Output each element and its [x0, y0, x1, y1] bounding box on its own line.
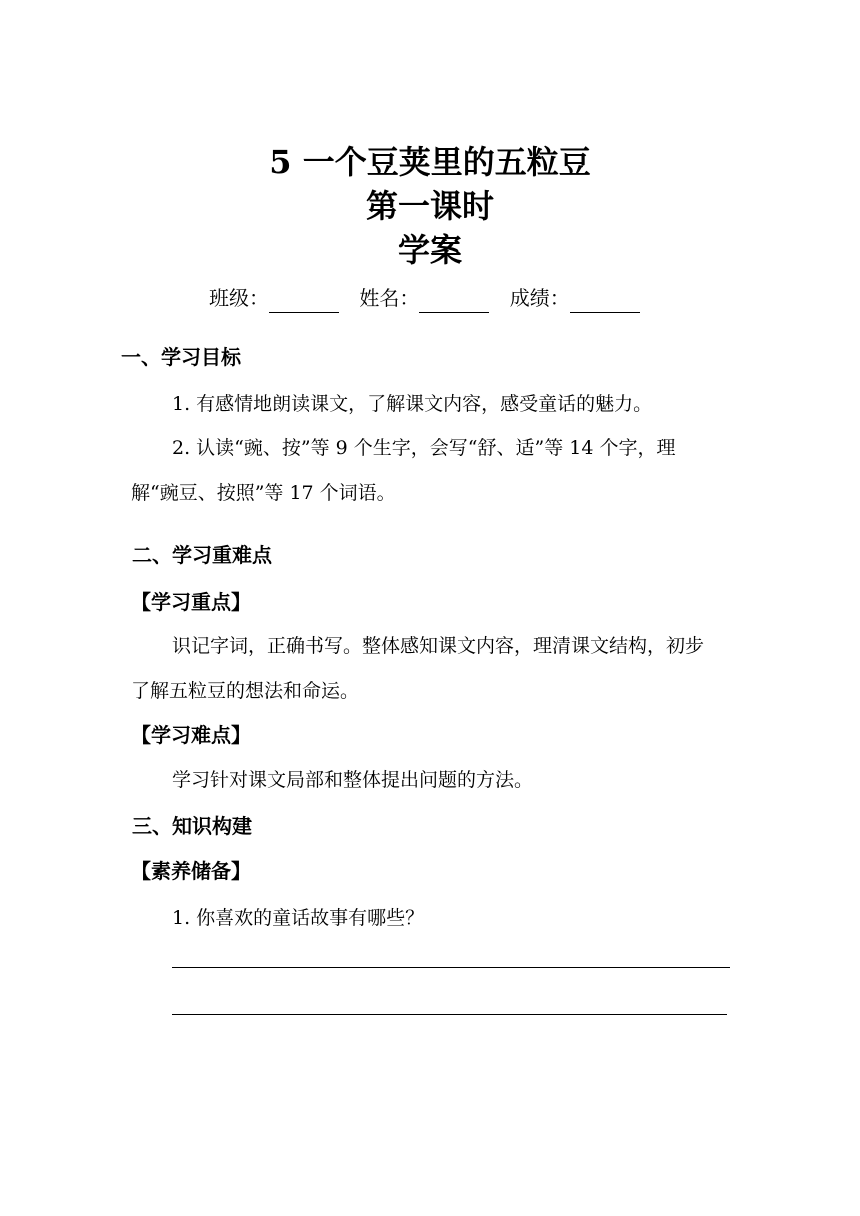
score-blank[interactable] — [570, 290, 640, 313]
objective-2-line1: 2. 认读“豌、按”等 9 个生字，会写“舒、适”等 14 个字，理 — [172, 437, 676, 459]
answer-line-2[interactable] — [172, 1014, 727, 1015]
question-1: 1. 你喜欢的童话故事有哪些？ — [172, 907, 425, 929]
difficulty-text: 学习针对课文局部和整体提出问题的方法。 — [172, 769, 534, 791]
difficulty-label: 【学习难点】 — [131, 723, 251, 747]
section1-heading: 一、学习目标 — [121, 345, 241, 369]
objective-1: 1. 有感情地朗读课文，了解课文内容，感受童话的魅力。 — [172, 393, 653, 415]
class-label: 班级： — [209, 286, 269, 310]
student-info-row — [209, 283, 654, 313]
key-points-line2: 了解五粒豆的想法和命运。 — [131, 680, 360, 702]
answer-line-1[interactable] — [172, 967, 730, 968]
literacy-label: 【素养储备】 — [131, 859, 251, 883]
lesson-period: 第一课时 — [365, 187, 494, 225]
doc-type-title: 学案 — [397, 231, 462, 269]
section2-heading: 二、学习重难点 — [132, 543, 272, 567]
name-label: 姓名： — [359, 286, 420, 310]
section3-heading: 三、知识构建 — [132, 814, 252, 838]
key-points-line1: 识记字词，正确书写。整体感知课文内容，理清课文结构，初步 — [172, 635, 705, 657]
class-blank[interactable] — [269, 290, 339, 313]
name-blank[interactable] — [419, 290, 489, 313]
objective-2-line2: 解“豌豆、按照”等 17 个词语。 — [131, 482, 396, 504]
key-points-label: 【学习重点】 — [131, 590, 251, 614]
lesson-title: 5 一个豆荚里的五粒豆 — [269, 143, 591, 181]
score-label: 成绩： — [509, 286, 570, 310]
